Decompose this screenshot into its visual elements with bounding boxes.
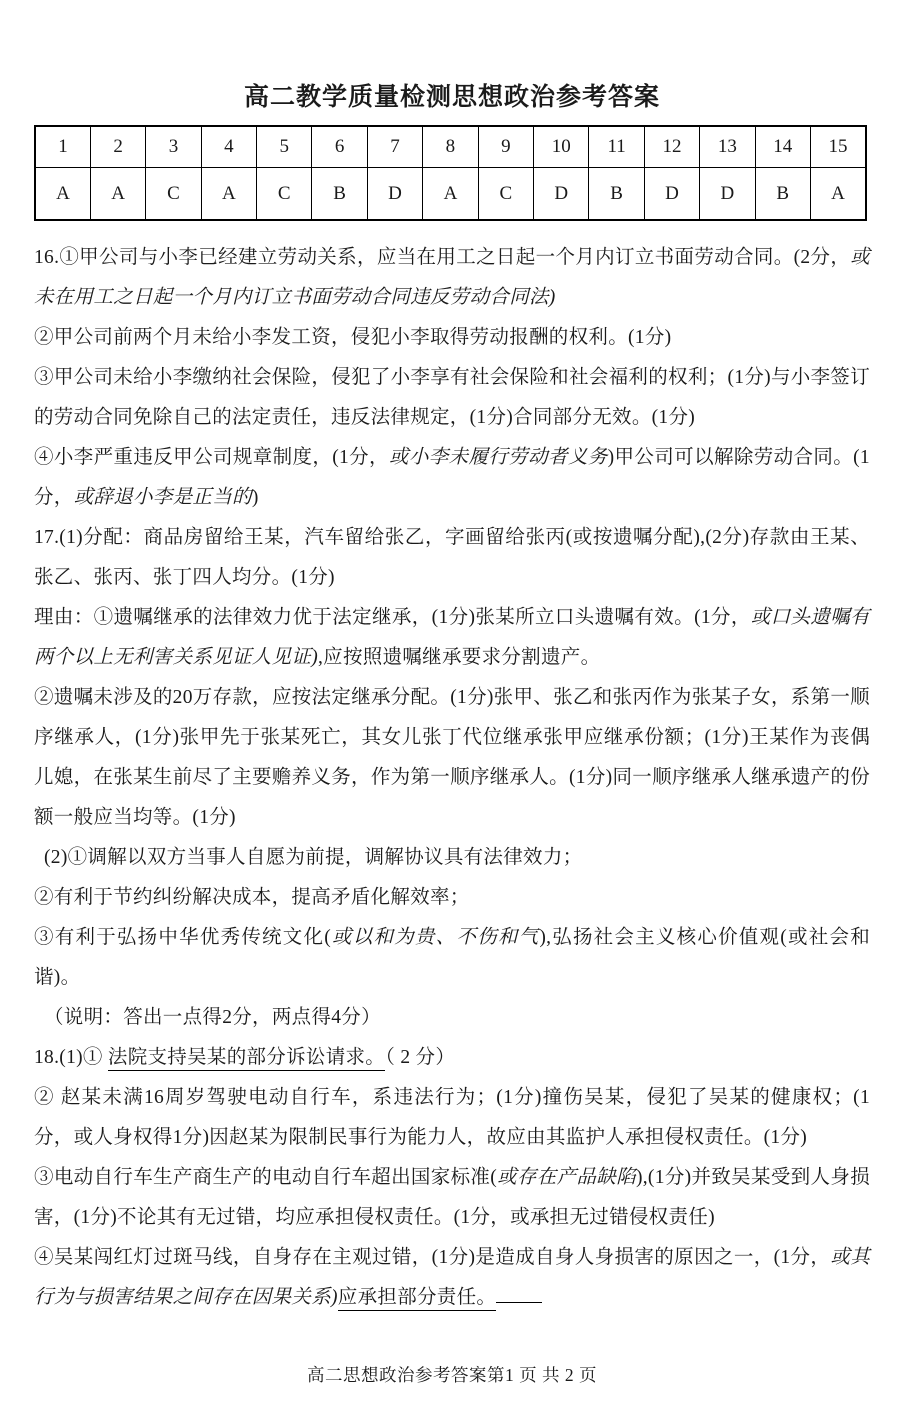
page-title: 高二教学质量检测思想政治参考答案 xyxy=(243,84,660,111)
answer-17-part1-reason1 xyxy=(34,598,870,678)
answer-letter-cell: D xyxy=(644,168,699,221)
answer-17-part2-point2: ②有利于节约纠纷解决成本，提高矛盾化解效率； xyxy=(34,887,470,908)
answer-letter-cell: C xyxy=(146,168,201,221)
answer-number-cell: 15 xyxy=(810,126,866,168)
answer-17-part2-point1: (2)①调解以双方当事人自愿为前提，调解协议具有法律效力； xyxy=(44,847,583,868)
answer-18-point3-text: ③电动自行车生产商生产的电动自行车超出国家标准( xyxy=(34,1167,498,1188)
answer-17-reason1-text: 理由：①遗嘱继承的法律效力优于法定继承，(1分)张某所立口头遗嘱有效。(1分， xyxy=(34,607,751,628)
answer-17-part1-distribution: 17.(1)分配：商品房留给王某，汽车留给张乙，字画留给张丙(或按遗嘱分配),(2分)存款由王某、张乙、张丙、张丁四人均分。(1分) xyxy=(34,527,870,588)
answer-number-cell: 6 xyxy=(312,126,367,168)
answer-number-cell: 9 xyxy=(478,126,533,168)
answer-17-reason1-end: ,应按照遗嘱继承要求分割遗产。 xyxy=(318,647,601,668)
answer-17-point3-text: ③有利于弘扬中华优秀传统文化( xyxy=(34,927,332,948)
answer-letter-cell: B xyxy=(312,168,367,221)
answer-letter-cell: B xyxy=(755,168,810,221)
answer-18-point1-underlined: 法院支持吴某的部分诉讼请求。 xyxy=(108,1047,385,1071)
answer-18-point1 xyxy=(34,1038,870,1078)
answer-16-point4 xyxy=(34,438,870,518)
answer-letter-row xyxy=(35,168,866,221)
answer-letter-cell: D xyxy=(700,168,755,221)
answer-16-point4-mid: )甲公司可以解除劳动合同。(1分， xyxy=(34,447,870,508)
answer-17-part1-reason2: ②遗嘱未涉及的20万存款，应按法定继承分配。(1分)张甲、张乙和张丙作为张某子女，系第一顺序继承人，(1分)张甲先于张某死亡，其女儿张丁代位继承张甲应继承份额；(1分)王某作为丧偶儿媳，在张某生前尽了主要赡养义务，作为第一顺序继承人。(1分)同一顺序继承人继承遗产的份额一般应当均等。(1分) xyxy=(34,687,870,828)
answer-letter-cell: A xyxy=(423,168,478,221)
answer-letter-cell: D xyxy=(534,168,589,221)
answers-body xyxy=(34,238,870,1318)
answer-letter-cell: B xyxy=(589,168,644,221)
answer-16-point1-text: 16.①甲公司与小李已经建立劳动关系，应当在用工之日起一个月内订立书面劳动合同。(2分， xyxy=(34,247,851,268)
answer-18-point2: ② 赵某未满16周岁驾驶电动自行车，系违法行为；(1分)撞伤吴某，侵犯了吴某的健康权；(1分，或人身权得1分)因赵某为限制民事行为能力人，故应由其监护人承担侵权责任。(1分) xyxy=(34,1087,870,1148)
answer-letter-cell: A xyxy=(35,168,90,221)
answer-16-point4-text: ④小李严重违反甲公司规章制度，(1分， xyxy=(34,447,389,468)
answer-number-cell: 14 xyxy=(755,126,810,168)
answer-number-cell: 11 xyxy=(589,126,644,168)
answer-17-reason1-alt: 或口头遗嘱有两个以上无利害关系见证人见证) xyxy=(34,607,870,668)
answer-letter-cell: A xyxy=(90,168,145,221)
answer-18-point4-text: ④吴某闯红灯过斑马线，自身存在主观过错，(1分)是造成自身人身损害的原因之一，(1分， xyxy=(34,1247,831,1268)
answer-18-point3-end: ),(1分)并致吴某受到人身损害，(1分)不论其有无过错，均应承担侵权责任。(1分，或承担无过错侵权责任) xyxy=(34,1167,870,1228)
answer-17-part2-point3 xyxy=(34,918,870,998)
answer-number-cell: 3 xyxy=(146,126,201,168)
answer-16-point3: ③甲公司未给小李缴纳社会保险，侵犯了小李享有社会保险和社会福利的权利；(1分)与小李签订的劳动合同免除自己的法定责任，违反法律规定，(1分)合同部分无效。(1分) xyxy=(34,367,870,428)
answer-letter-cell: D xyxy=(367,168,422,221)
answer-17-point3-end: ),弘扬社会主义核心价值观(或社会和谐)。 xyxy=(34,927,870,988)
answer-16-point4-alt1: 或小李未履行劳动者义务 xyxy=(388,447,608,468)
answer-16-point4-alt2: 或辞退小李是正当的 xyxy=(73,487,252,508)
answer-18-point3-alt: 或存在产品缺陷 xyxy=(497,1167,636,1188)
answer-number-row xyxy=(35,126,866,168)
answer-18-point4-alt: 或其行为与损害结果之间存在因果关系) xyxy=(34,1247,870,1308)
answer-17-scoring-note: （说明：答出一点得2分，两点得4分） xyxy=(44,1007,381,1028)
answer-16-point4-end: ) xyxy=(251,487,259,508)
answer-17-point3-alt: 或以和为贵、不伤和气 xyxy=(331,927,540,948)
answer-18-point1-score: （ 2 分） xyxy=(385,1047,456,1068)
answer-number-cell: 1 xyxy=(35,126,90,168)
answer-letter-cell: A xyxy=(810,168,866,221)
answer-18-point3 xyxy=(34,1158,870,1238)
answer-table xyxy=(34,125,867,221)
answer-number-cell: 5 xyxy=(257,126,312,168)
answer-number-cell: 8 xyxy=(423,126,478,168)
answer-18-point1-prefix: 18.(1)① xyxy=(34,1047,108,1068)
answer-18-point4 xyxy=(34,1238,870,1318)
underline-extension xyxy=(496,1283,542,1304)
page-footer: 高二思想政治参考答案第1 页 共 2 页 xyxy=(307,1365,597,1385)
answer-number-cell: 13 xyxy=(700,126,755,168)
answer-letter-cell: A xyxy=(201,168,256,221)
answer-number-cell: 2 xyxy=(90,126,145,168)
answer-18-point4-underlined: 应承担部分责任。 xyxy=(338,1287,496,1311)
answer-letter-cell: C xyxy=(478,168,533,221)
answer-number-cell: 7 xyxy=(367,126,422,168)
answer-number-cell: 4 xyxy=(201,126,256,168)
answer-number-cell: 12 xyxy=(644,126,699,168)
answer-letter-cell: C xyxy=(257,168,312,221)
answer-16-point1-alt: 或未在用工之日起一个月内订立书面劳动合同违反劳动合同法) xyxy=(34,247,870,308)
answer-16-point2: ②甲公司前两个月未给小李发工资，侵犯小李取得劳动报酬的权利。(1分) xyxy=(34,327,672,348)
answer-number-cell: 10 xyxy=(534,126,589,168)
answer-16-point1 xyxy=(34,238,870,318)
